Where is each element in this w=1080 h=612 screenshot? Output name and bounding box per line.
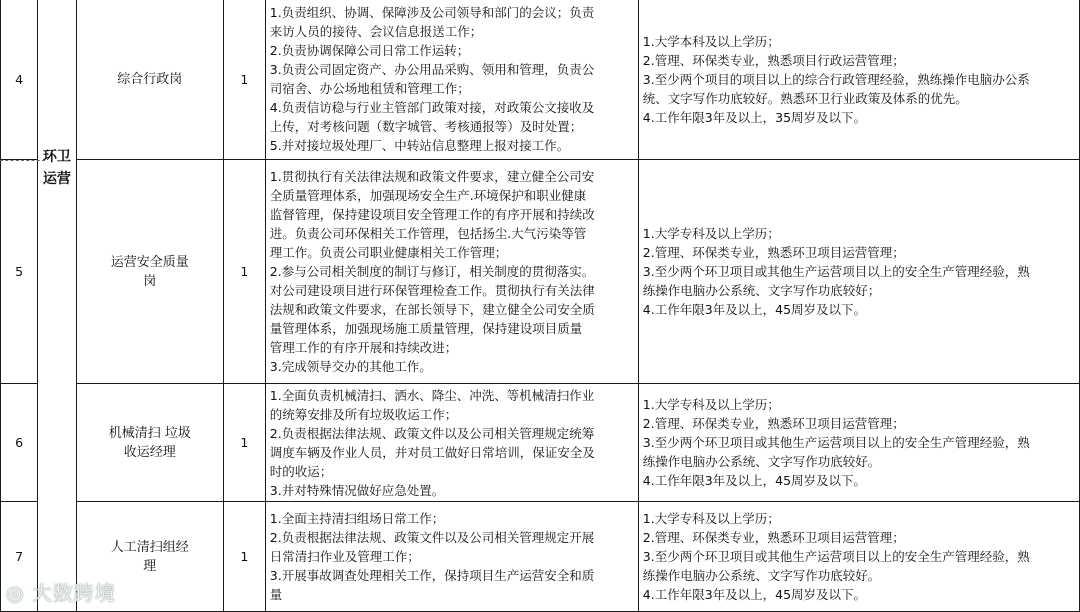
duty-line: 3.并对特殊情况做好应急处置。	[269, 482, 445, 498]
requirement-line: 2.管理、环保类专业，熟悉环卫项目运营管理；	[642, 530, 905, 545]
requirement-line: 1.大学专科及以上学历；	[642, 226, 780, 241]
duty-line: 来访人员的接待、会议信息报送工作；	[269, 24, 483, 39]
watermark-logo-icon: ◎	[6, 581, 32, 605]
row-number: 4	[1, 0, 38, 160]
duty-line: 2.负责协调保障公司日常工作运转；	[269, 43, 470, 58]
headcount: 1	[224, 384, 266, 502]
duty-line: 的统筹安排及所有垃圾收运工作；	[269, 406, 458, 422]
duty-line: 理工作。负责公司职业健康相关工作管理；	[269, 245, 508, 260]
table-row	[1, 384, 1080, 502]
duty-line: 3.负责公司固定资产、办公用品采购、领用和管理，负责公	[269, 62, 595, 77]
duty-line: 3.完成领导交办的其他工作。	[269, 359, 432, 374]
duty-line: 2.参与公司相关制度的制订与修订，相关制度的贯彻落实。	[269, 264, 595, 279]
requirement-line: 2.管理、环保类专业，熟悉环卫项目运营管理；	[642, 245, 905, 260]
requirements-cell	[638, 384, 1079, 502]
requirements-cell	[638, 160, 1079, 384]
duties-cell	[265, 0, 638, 160]
category-line-2: 运营	[42, 171, 71, 187]
position-line: 机械清扫 垃圾	[108, 425, 191, 441]
position-name: 综合行政岗	[76, 0, 223, 160]
requirement-line: 3.至少两个环卫项目或其他生产运营项目以上的安全生产管理经验，熟	[642, 264, 1030, 279]
table-row	[1, 0, 1080, 160]
requirements-cell	[638, 502, 1079, 612]
duty-line: 司宿舍、办公场地租赁和管理工作；	[269, 81, 470, 96]
position-name	[76, 384, 223, 502]
duty-line: 监督管理，保持建设项目安全管理工作的有序开展和持续改	[269, 207, 595, 222]
position-line: 收运经理	[123, 444, 176, 460]
row-number: 5	[1, 160, 38, 384]
duty-line: 调度车辆及作业人员，并对员工做好日常培训，保证安全及	[269, 444, 595, 460]
category-line-1: 环卫	[42, 149, 71, 165]
position-line: 岗	[143, 273, 157, 289]
duty-line: 全质量管理体系，加强现场安全生产.环境保护和职业健康	[269, 188, 587, 203]
requirement-line: 练操作电脑办公系统、文字写作功底较好。	[642, 454, 881, 469]
duty-line: 量管理体系，加强现场施工质量管理，保持建设项目质量	[269, 321, 583, 336]
row-number: 6	[1, 384, 38, 502]
category-cell	[38, 0, 76, 612]
duty-line: 5.并对接垃圾处理厂、中转站信息整理上报对接工作。	[269, 138, 570, 153]
requirement-line: 1.大学专科及以上学历；	[642, 511, 780, 526]
headcount: 1	[224, 502, 266, 612]
duty-line: 对公司建设项目进行环保管理检查工作。贯彻执行有关法律	[269, 283, 595, 298]
headcount: 1	[224, 160, 266, 384]
position-line: 理	[143, 558, 157, 574]
row-number: 7	[1, 502, 38, 612]
table-row	[1, 160, 1080, 384]
duty-line: 进。负责公司环保相关工作管理，包括扬尘.大气污染等管	[269, 226, 587, 241]
requirement-line: 3.至少两个项目的项目以上的综合行政管理经验，熟练操作电脑办公系	[642, 71, 1030, 87]
duty-line: 管理工作的有序开展和持续改进；	[269, 340, 458, 355]
duty-line: 上传，对考核问题（数字城管、考核通报等）及时处置；	[269, 119, 583, 134]
requirement-line: 2.管理、环保类专业，熟悉项目行政运营管理；	[642, 52, 905, 68]
watermark-text: 大数跨境	[31, 581, 116, 605]
position-line: 人工清扫组经	[110, 539, 189, 555]
requirement-line: 4.工作年限3年及以上，45周岁及以下。	[642, 587, 867, 602]
position-line: 运营安全质量	[110, 254, 189, 270]
duties-cell	[265, 384, 638, 502]
requirement-line: 4.工作年限3年及以上，35周岁及以下。	[642, 109, 867, 125]
requirement-line: 练操作电脑办公系统、文字写作功底较好。	[642, 568, 881, 583]
duty-line: 1.负责组织、协调、保障涉及公司领导和部门的会议；负责	[269, 5, 595, 20]
requirement-line: 2.管理、环保类专业，熟悉环卫项目运营管理；	[642, 416, 905, 431]
duties-cell	[265, 160, 638, 384]
requirement-line: 3.至少两个环卫项目或其他生产运营项目以上的安全生产管理经验，熟	[642, 435, 1030, 450]
requirement-line: 3.至少两个环卫项目或其他生产运营项目以上的安全生产管理经验，熟	[642, 549, 1030, 564]
requirement-line: 4.工作年限3年及以上，45周岁及以下。	[642, 302, 867, 317]
requirement-line: 统、文字写作功底较好。熟悉环卫行业政策及体系的优先。	[642, 90, 968, 106]
duty-line: 法规和政策文件要求，在部长领导下，建立健全公司安全质	[269, 302, 595, 317]
duties-cell	[265, 502, 638, 612]
headcount: 1	[224, 0, 266, 160]
watermark	[6, 577, 116, 606]
duty-line: 时的收运；	[269, 463, 333, 479]
requirements-cell	[638, 0, 1079, 160]
duty-line: 量	[269, 587, 283, 602]
requirement-line: 练操作电脑办公系统、文字写作功底较好；	[642, 283, 881, 298]
duty-line: 1.全面负责机械清扫、洒水、降尘、冲洗、等机械清扫作业	[269, 387, 595, 403]
duty-line: 1.贯彻执行有关法律法规和政策文件要求，建立健全公司安	[269, 169, 595, 184]
duty-line: 4.负责信访稳与行业主管部门政策对接，对政策公文接收及	[269, 100, 595, 115]
duty-line: 日常清扫作业及管理工作；	[269, 549, 420, 564]
position-name	[76, 160, 223, 384]
duty-line: 1.全面主持清扫组场日常工作；	[269, 511, 445, 526]
requirement-line: 4.工作年限3年及以上，45周岁及以下。	[642, 473, 867, 488]
page-break-marker	[0, 160, 45, 161]
duty-line: 3.开展事故调查处理相关工作，保持项目生产运营安全和质	[269, 568, 595, 583]
table-row	[1, 502, 1080, 612]
duty-line: 2.负责根据法律法规、政策文件以及公司相关管理规定开展	[269, 530, 595, 545]
requirement-line: 1.大学专科及以上学历；	[642, 397, 780, 412]
duty-line: 2.负责根据法律法规、政策文件以及公司相关管理规定统筹	[269, 425, 595, 441]
requirement-line: 1.大学本科及以上学历；	[642, 33, 780, 49]
